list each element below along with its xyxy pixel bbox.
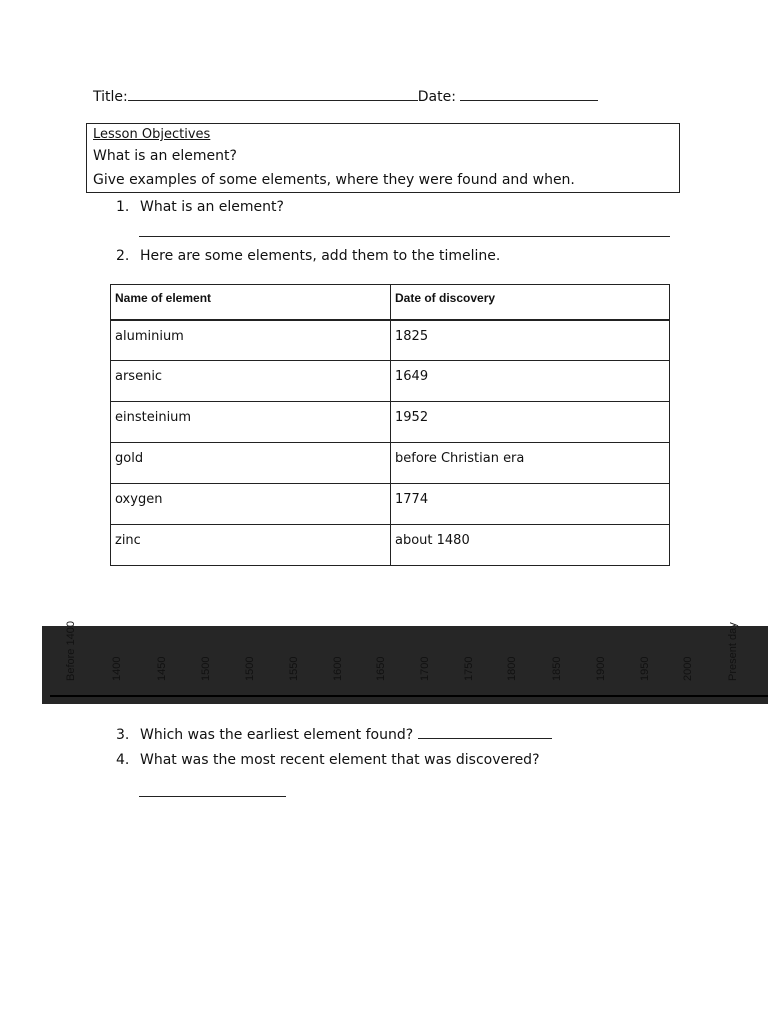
objectives-heading: Lesson Objectives xyxy=(93,127,211,142)
timeline-axis xyxy=(50,695,768,697)
table-header-row xyxy=(111,285,670,320)
table-row xyxy=(111,361,670,402)
elements-table xyxy=(110,284,670,566)
timeline-label: 1650 xyxy=(375,656,387,681)
timeline-label: 1400 xyxy=(111,656,123,681)
answer-4-blank[interactable] xyxy=(139,784,286,797)
question-number: 2. xyxy=(116,248,130,264)
element-name-cell: gold xyxy=(111,443,391,484)
header xyxy=(93,88,598,105)
timeline-label: Before 1400 xyxy=(65,621,77,681)
question-number: 3. xyxy=(116,727,130,743)
discovery-date-cell: 1774 xyxy=(391,484,670,525)
objective-line: What is an element? xyxy=(93,148,237,164)
question-number: 1. xyxy=(116,199,130,215)
element-name-cell: arsenic xyxy=(111,361,391,402)
objective-line: Give examples of some elements, where they were found and when. xyxy=(93,172,575,188)
question-text: What is an element? xyxy=(140,199,284,215)
discovery-date-cell: 1649 xyxy=(391,361,670,402)
question-4 xyxy=(116,752,540,768)
timeline-label: 1900 xyxy=(595,656,607,681)
question-1 xyxy=(116,199,284,215)
timeline-label: 1950 xyxy=(639,656,651,681)
question-text: What was the most recent element that was discovered? xyxy=(140,752,540,768)
question-3 xyxy=(116,726,552,743)
element-name-cell: aluminium xyxy=(111,320,391,361)
lesson-objectives-box xyxy=(86,123,680,193)
timeline-label: 1500 xyxy=(200,656,212,681)
timeline-label: 1550 xyxy=(288,656,300,681)
table-row xyxy=(111,525,670,566)
timeline-label: 1750 xyxy=(463,656,475,681)
timeline-label: 1850 xyxy=(551,656,563,681)
column-header-date: Date of discovery xyxy=(391,285,670,320)
date-label: Date: xyxy=(417,89,456,105)
timeline-label: 1500 xyxy=(244,656,256,681)
question-number: 4. xyxy=(116,752,130,768)
table-row xyxy=(111,443,670,484)
table-row xyxy=(111,320,670,361)
date-blank[interactable] xyxy=(460,88,598,101)
discovery-date-cell: 1952 xyxy=(391,402,670,443)
question-2 xyxy=(116,248,500,264)
title-label: Title: xyxy=(93,89,128,105)
element-name-cell: einsteinium xyxy=(111,402,391,443)
answer-3-blank[interactable] xyxy=(418,726,552,739)
table-row xyxy=(111,402,670,443)
timeline-label: 1700 xyxy=(419,656,431,681)
question-text: Here are some elements, add them to the timeline. xyxy=(140,248,501,264)
timeline-label: 1800 xyxy=(506,656,518,681)
timeline-label: 2000 xyxy=(682,656,694,681)
element-name-cell: zinc xyxy=(111,525,391,566)
timeline-label: Present day xyxy=(727,622,739,681)
timeline-label: 1600 xyxy=(332,656,344,681)
discovery-date-cell: 1825 xyxy=(391,320,670,361)
element-name-cell: oxygen xyxy=(111,484,391,525)
timeline-label: 1450 xyxy=(156,656,168,681)
discovery-date-cell: about 1480 xyxy=(391,525,670,566)
answer-1-blank[interactable] xyxy=(139,224,670,237)
discovery-date-cell: before Christian era xyxy=(391,443,670,484)
column-header-name: Name of element xyxy=(111,285,391,320)
timeline xyxy=(42,621,768,704)
question-text: Which was the earliest element found? xyxy=(140,727,414,743)
title-blank[interactable] xyxy=(128,88,418,101)
table-row xyxy=(111,484,670,525)
